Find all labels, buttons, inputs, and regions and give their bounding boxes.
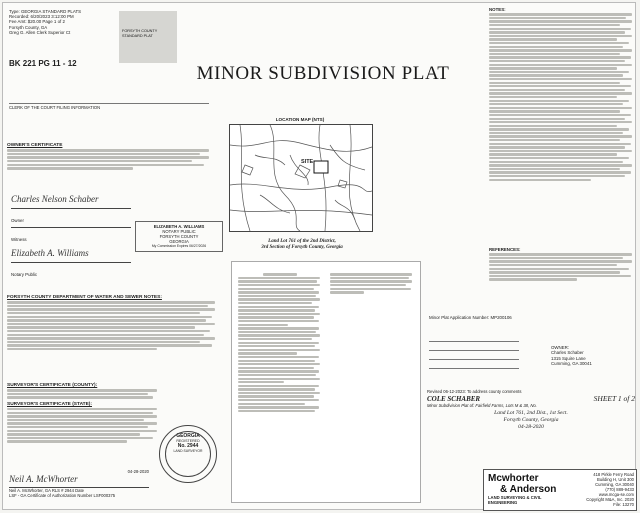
water-dept-notes bbox=[7, 295, 221, 377]
owner-block bbox=[551, 345, 635, 367]
owner-signature: Charles Nelson Schaber bbox=[11, 194, 99, 204]
plat-notes bbox=[489, 7, 635, 245]
lot-description bbox=[231, 239, 373, 251]
firm-address-1: 418 Pirkle Ferry Road bbox=[593, 472, 634, 477]
owner-block-city: Cumming, GA 30041 bbox=[551, 361, 592, 367]
recording-line-4: Forsyth County, GA bbox=[9, 24, 48, 30]
approval-lines bbox=[429, 333, 519, 377]
prepared-for: Minor Subdivision Plat of: Fairfield Farms, Lots M & 38, No. bbox=[427, 403, 537, 408]
client-name: COLE SCHABER bbox=[427, 395, 481, 403]
plat-application-number: Minor Plat Application Number: MP200106 bbox=[429, 315, 512, 320]
notary-seal-line-3: FORSYTH COUNTY bbox=[159, 234, 199, 239]
location-map bbox=[229, 124, 373, 232]
notary-seal bbox=[135, 221, 223, 252]
surveyor-firm-line: LSF - GA Certificate of Authorization Number LSF000375 bbox=[9, 493, 116, 498]
recording-line-1: Type: GEORGIA STANDARD PLATS bbox=[9, 9, 82, 14]
sheet-date: 04-28-2020 bbox=[518, 424, 544, 430]
surveyor-heading-county: SURVEYOR'S CERTIFICATE (COUNTY): bbox=[7, 383, 98, 388]
seal-line-1: GEORGIA bbox=[176, 433, 200, 439]
firm-address-2: Building H, Unit 300 bbox=[596, 477, 634, 482]
firm-tagline: LAND SURVEYING & CIVIL ENGINEERING bbox=[488, 495, 542, 505]
notary-seal-line-2: NOTARY PUBLIC bbox=[162, 229, 196, 234]
recording-info bbox=[9, 9, 121, 35]
firm-website: www.mcga-se.com bbox=[598, 492, 634, 497]
surveyor-date: 04-28-2020 bbox=[127, 469, 149, 474]
site-label: SITE bbox=[301, 159, 314, 165]
recording-line-2: Recorded: 6/20/2023 3:12:00 PM bbox=[9, 14, 74, 20]
recording-line-3: Fee Amt: $20.00 Page 1 of 2 bbox=[9, 19, 65, 25]
plat-application bbox=[429, 315, 549, 320]
references bbox=[489, 247, 635, 309]
references-heading: REFERENCES: bbox=[489, 247, 521, 252]
clerk-filing-note: CLERK OF THE COURT FILING INFORMATION bbox=[9, 103, 209, 110]
firm-address bbox=[578, 472, 634, 507]
notary-seal-line-5: My Commission Expires 06/27/2026 bbox=[151, 244, 207, 248]
firm-name-line-1: Mcwhorter bbox=[488, 473, 539, 484]
notary-label: Notary Public bbox=[11, 272, 38, 277]
firm-address-3: Cumming, GA 30040 bbox=[595, 482, 634, 487]
notes-heading: NOTES: bbox=[489, 7, 506, 12]
surveyor-heading-state: SURVEYOR'S CERTIFICATE (STATE): bbox=[7, 401, 92, 407]
notary-seal-line-1: ELIZABETH A. WILLIAMS bbox=[153, 224, 205, 229]
notary-seal-line-4: GEORGIA bbox=[169, 239, 189, 244]
surveyor-seal bbox=[159, 425, 217, 483]
stamp-line-1: FORSYTH COUNTY bbox=[122, 29, 158, 33]
seal-line-3: No. 2944 bbox=[177, 443, 199, 449]
seal-line-4: LAND SURVEYOR bbox=[173, 449, 203, 453]
owner-certificate bbox=[7, 143, 217, 285]
water-dept-heading: FORSYTH COUNTY DEPARTMENT OF WATER AND SEWER NOTES: bbox=[7, 295, 162, 300]
surveyor-signature: Neil A. McWhorter bbox=[9, 474, 78, 484]
revision-note: Revised 06-12-2023: To address county comments bbox=[427, 389, 522, 394]
surveyor-certificate bbox=[7, 383, 221, 507]
book-page-number: BK 221 PG 11 - 12 bbox=[9, 59, 77, 68]
lot-description-line-2: 3rd Section of Forsyth County, Georgia bbox=[261, 245, 343, 250]
firm-file-number: File: 13270 bbox=[613, 502, 634, 507]
lot-description-line-1: Land Lot 761 of the 2nd District, bbox=[268, 239, 336, 244]
witness-label: Witness bbox=[11, 237, 27, 242]
sheet-lot-desc: Land Lot 761, 2nd Dist., 1st Sect. bbox=[494, 410, 568, 416]
sheet-title-block bbox=[427, 389, 635, 467]
stamp-line-2: STANDARD PLAT bbox=[122, 33, 153, 38]
firm-copyright: Copyright M&A, Inc. 2020 bbox=[586, 497, 634, 502]
seal-line-2: REGISTERED bbox=[176, 439, 200, 443]
owner-block-heading: OWNER: bbox=[551, 345, 570, 350]
owner-block-address: 1315 Squire Lane bbox=[551, 355, 586, 361]
sheet-number: SHEET 1 of 2 bbox=[593, 394, 635, 403]
firm-logo bbox=[488, 473, 558, 505]
firm-phone: (770) 889-9433 bbox=[605, 487, 634, 492]
plat-sheet bbox=[2, 2, 636, 510]
location-map-roads bbox=[230, 125, 372, 231]
sheet-county: Forsyth County, Georgia bbox=[503, 417, 559, 423]
owner-label: Owner bbox=[11, 218, 24, 223]
location-map-label: LOCATION MAP (NTS) bbox=[275, 117, 325, 122]
recording-stamp bbox=[119, 11, 177, 63]
plat-document-body bbox=[231, 261, 421, 503]
notary-signature: Elizabeth A. Williams bbox=[11, 248, 89, 258]
firm-name-line-2: & Anderson bbox=[500, 484, 557, 495]
surveyor-name-line: Neil A. McWhorter, GA RLS # 2944 Date bbox=[9, 488, 84, 493]
page-title: MINOR SUBDIVISION PLAT bbox=[196, 63, 450, 84]
recording-line-5: Greg G. Allen Clerk Superior Ct bbox=[9, 29, 71, 35]
owner-block-name: Charles Schaber bbox=[551, 350, 584, 356]
owner-certificate-heading: OWNER'S CERTIFICATE bbox=[7, 143, 63, 148]
firm-block bbox=[483, 469, 637, 511]
